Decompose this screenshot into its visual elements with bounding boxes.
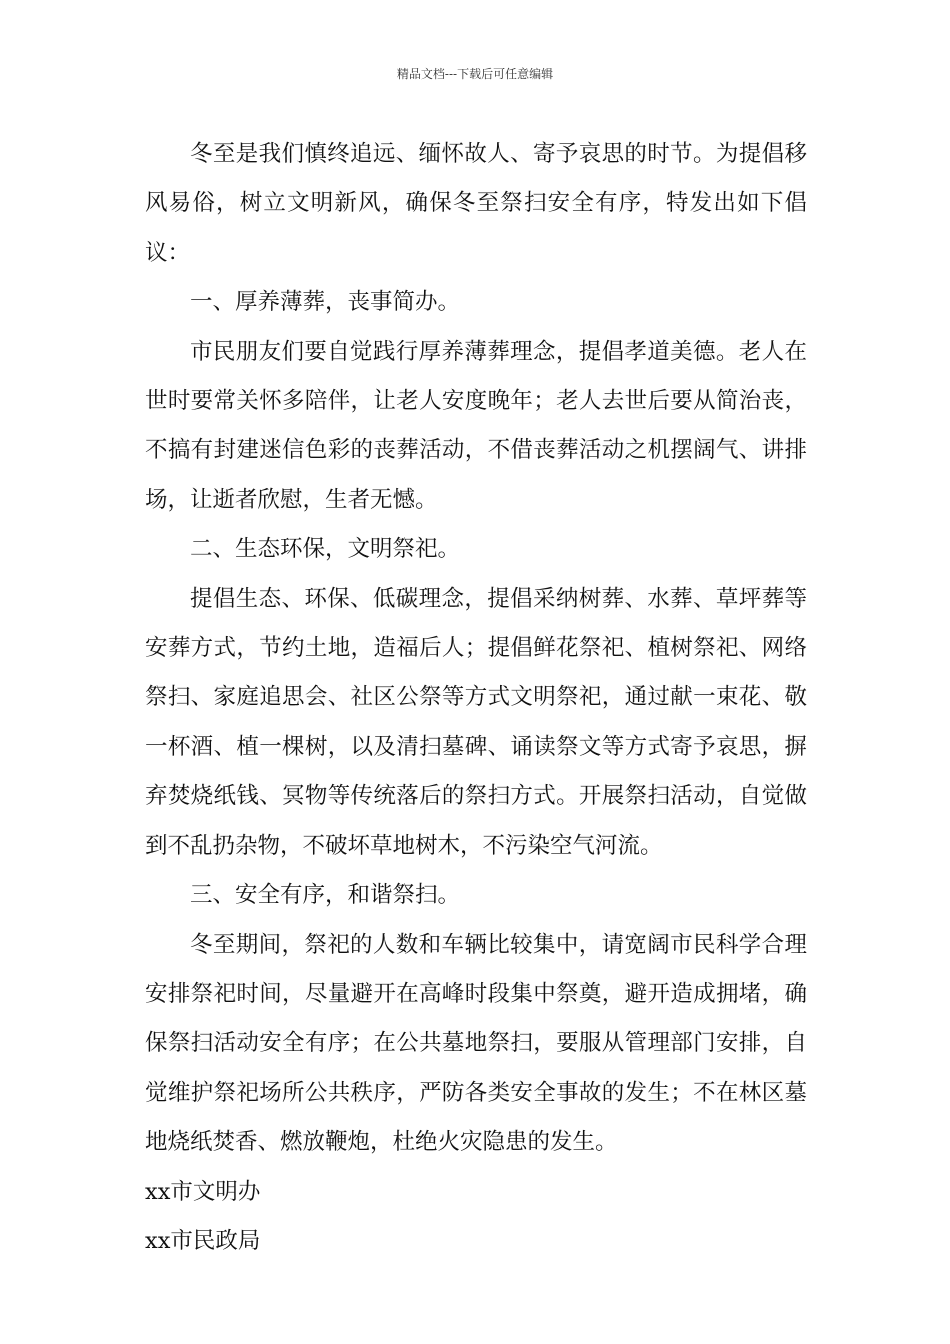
- signature-civil-affairs-bureau: xx市民政局: [145, 1227, 261, 1254]
- intro-paragraph: 冬至是我们慎终追远、缅怀故人、寄予哀思的时节。为提倡移风易俗，树立文明新风，确保冬至祭扫安全有序，特发出如下倡议：: [145, 141, 807, 266]
- page-header: 精品文档---下载后可任意编辑: [396, 67, 554, 81]
- section-paragraph-2: 提倡生态、环保、低碳理念，提倡采纳树葬、水葬、草坪葬等安葬方式，节约土地，造福后人；提倡鲜花祭祀、植树祭祀、网络祭扫、家庭追思会、社区公祭等方式文明祭祀，通过献一束花、敬一杯酒、植一棵树，以及清扫墓碑、诵读祭文等方式寄予哀思，摒弃焚烧纸钱、冥物等传统落后的祭扫方式。开展祭扫活动，自觉做到不乱扔杂物，不破坏草地树木，不污染空气河流。: [145, 585, 807, 859]
- section-paragraph-1: 市民朋友们要自觉践行厚养薄葬理念，提倡孝道美德。老人在世时要常关怀多陪伴，让老人安度晚年；老人去世后要从简治丧，不搞有封建迷信色彩的丧葬活动，不借丧葬活动之机摆阔气、讲排场，让逝者欣慰，生者无憾。: [145, 338, 807, 513]
- section-paragraph-3: 冬至期间，祭祀的人数和车辆比较集中，请宽阔市民科学合理安排祭祀时间，尽量避开在高峰时段集中祭奠，避开造成拥堵，确保祭扫活动安全有序；在公共墓地祭扫，要服从管理部门安排，自觉维护祭祀场所公共秩序，严防各类安全事故的发生；不在林区墓地烧纸焚香、燃放鞭炮，杜绝火灾隐患的发生。: [145, 931, 807, 1156]
- signature-civilization-office: xx市文明办: [145, 1178, 261, 1205]
- section-heading-1: 一、厚养薄葬，丧事简办。: [190, 289, 461, 316]
- section-heading-3: 三、安全有序，和谐祭扫。: [190, 882, 461, 909]
- document-body: [145, 130, 807, 1266]
- section-heading-2: 二、生态环保，文明祭祀。: [190, 536, 461, 563]
